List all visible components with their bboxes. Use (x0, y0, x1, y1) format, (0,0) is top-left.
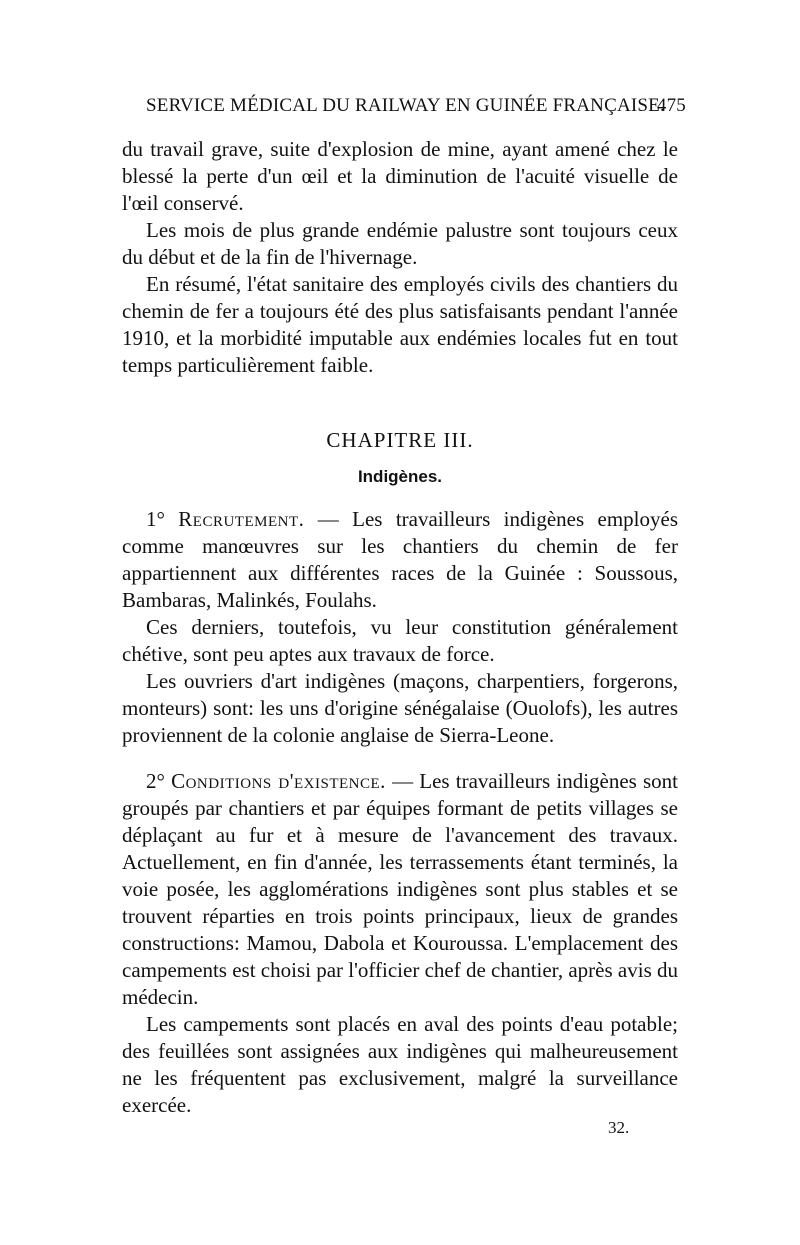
intro-paragraph-3: En résumé, l'état sanitaire des employés civils des chantiers du chemin de fer a toujours été des plus satisfaisants pendant l'année 1910, et la morbidité imputable aux endémies locales fut en tout temps particulièrement faible. (122, 272, 678, 377)
running-head (146, 95, 686, 117)
conditions-paragraph-1 (122, 768, 678, 1011)
recrutement-heading: Recrutement. (178, 507, 305, 531)
chapter-subtitle: Indigènes. (357, 467, 443, 486)
conditions-text-1: — Les travailleurs indigènes sont groupés par chantiers et par équipes formant de petits villages se déplaçant au fur et à mesure de l'avancement des travaux. Actuellement, en fin d'année, les terrassements étant terminés, la voie posée, les agglomérations indigènes sont plus stables et se trouvent réparties en trois points principaux, lieux de grandes constructions: Mamou, Dabola et Kouroussa. L'emplacement des campements est choisi par l'officier chef de chantier, après avis du médecin. (122, 769, 679, 1009)
page-number: 475 (656, 95, 686, 116)
intro-paragraph-1: du travail grave, suite d'explosion de mine, ayant amené chez le blessé la perte d'un œil et la diminution de l'acuité visuelle de l'œil conservé. (122, 137, 678, 215)
conditions-heading: Conditions d'existence. (171, 769, 386, 793)
recrutement-text-1: — Les travailleurs indigènes employés comme manœuvres sur les chantiers du chemin de fer appartiennent aux différentes races de la Guinée : Soussous, Bambaras, Malinkés, Foulahs. (122, 507, 678, 612)
intro-paragraph-2: Les mois de plus grande endémie palustre sont toujours ceux du début et de la fin de l'hivernage. (122, 218, 678, 269)
recrutement-paragraph-3: Les ouvriers d'art indigènes (maçons, charpentiers, forgerons, monteurs) sont: les uns d'origine sénégalaise (Ouolofs), les autres proviennent de la colonie anglaise de Sierra-Leone. (122, 669, 678, 747)
recrutement-paragraph-1 (122, 506, 678, 614)
chapter-title: CHAPITRE III. (326, 428, 474, 452)
running-head-title: SERVICE MÉDICAL DU RAILWAY EN GUINÉE FRANÇAISE. (146, 95, 665, 116)
recrutement-paragraph-2: Ces derniers, toutefois, vu leur constitution généralement chétive, sont peu aptes aux travaux de force. (122, 615, 678, 666)
recrutement-number: 1° (146, 507, 165, 531)
intro-text (122, 136, 678, 379)
section-recrutement (122, 506, 678, 749)
conditions-paragraph-2: Les campements sont placés en aval des points d'eau potable; des feuillées sont assignées aux indigènes qui malheureusement ne les fréquentent pas exclusivement, malgré la surveillance exercée. (122, 1012, 678, 1117)
section-conditions (122, 768, 678, 1119)
conditions-number: 2° (146, 769, 165, 793)
signature-mark: 32. (608, 1118, 630, 1137)
